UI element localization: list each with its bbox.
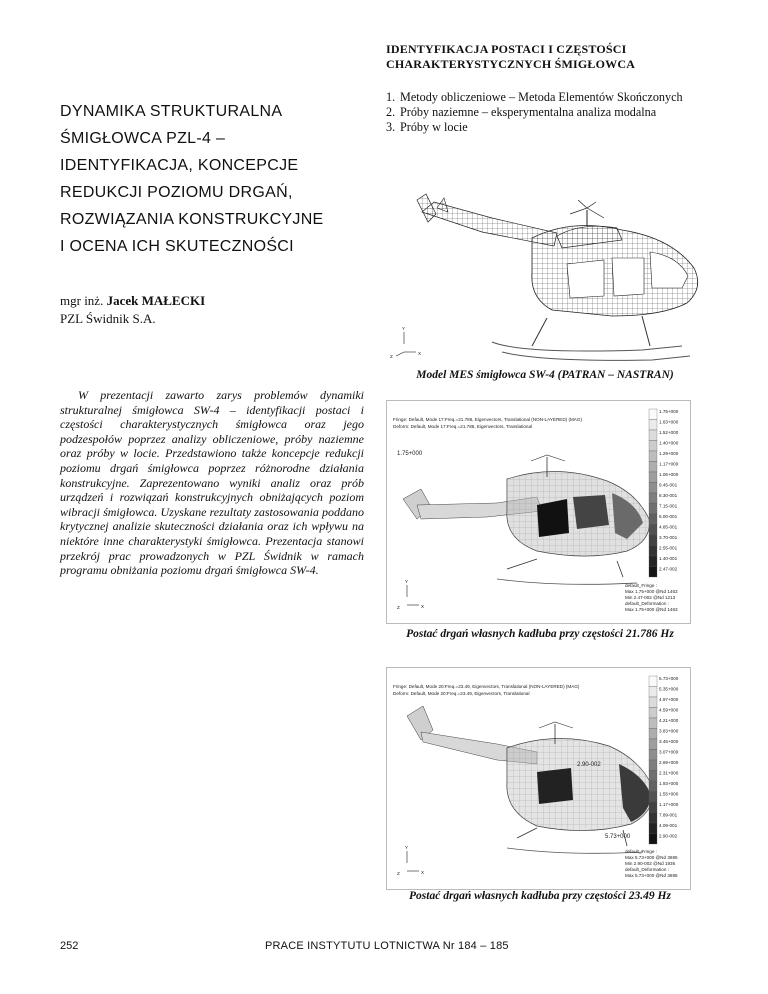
max-marker: 5.73+000 [605,834,631,840]
legend-swatch [649,750,657,761]
title-line: I OCENA ICH SKUTECZNOŚCI [60,238,294,255]
fe-model-figure [382,178,708,366]
svg-text:Max 1.75+000 @Nd 1463: Max 1.75+000 @Nd 1463 [625,607,678,612]
legend-label: 4.97+000 [659,697,679,702]
legend-notes [625,583,678,612]
legend-label: 2.47-002 [659,566,678,572]
legend-swatch [649,525,657,536]
title-line: DYNAMIKA STRUKTURALNA [60,103,283,120]
legend-notes [625,849,678,878]
author-name: Jacek MAŁECKI [106,293,206,308]
list-item: 2. Próby naziemne – eksperymentalna analiza modalna [386,105,657,119]
author-prefix: mgr inż. [60,293,104,308]
methods-list [386,90,706,135]
legend-label: 7.89-001 [659,812,678,818]
legend-swatch [649,697,657,708]
helicopter-wireframe-image [382,178,708,366]
svg-text:Max 5.73+000 @Nd 3695: Max 5.73+000 @Nd 3695 [625,855,678,860]
fringe-info: Fringe: Default, Mode 17:Freq.=21.786, Eigenvectors, Translational (NON-LAYERED) (MAG) [393,417,582,422]
legend-label: 1.40+000 [659,440,679,446]
svg-text:X: X [421,870,425,875]
svg-text:Max 1.75+000 @Nd 1463: Max 1.75+000 @Nd 1463 [625,589,678,594]
mode-shape-figure-1 [386,400,691,624]
list-item: 1. Metody obliczeniowe – Metoda Elementów Skończonych [386,90,683,104]
legend-swatch [649,493,657,504]
legend-label: 3.45+000 [659,739,679,744]
legend-swatch [649,823,657,834]
legend-label: 7.15-001 [659,503,678,509]
legend-label: 1.52+000 [659,430,679,435]
svg-text:Min 2.90-002 @Nd 1936: Min 2.90-002 @Nd 1936 [625,861,676,866]
author-affiliation: PZL Świdnik S.A. [60,311,156,326]
fringe-legend [649,676,679,844]
legend-swatch [649,771,657,782]
legend-swatch [649,514,657,525]
legend-label: 3.70-001 [659,535,678,540]
svg-text:Y: Y [402,326,406,331]
legend-swatch [649,556,657,567]
legend-swatch [649,483,657,494]
legend-label: 4.59+000 [659,707,679,713]
max-marker: 1.75+000 [397,451,423,457]
legend-label: 3.83+000 [659,728,679,734]
title-line: ROZWIĄZANIA KONSTRUKCYJNE [60,211,324,228]
legend-swatch [649,708,657,719]
legend-label: 1.55+000 [659,791,679,797]
legend-swatch [649,420,657,431]
legend-swatch [649,687,657,698]
paper-title [60,98,360,260]
figure-caption: Postać drgań własnych kadłuba przy częstości 21.786 Hz [406,628,674,640]
legend-swatch [649,802,657,813]
helicopter-contour-image [403,455,649,584]
legend-label: 5.35+000 [659,686,679,692]
mode-shape-figure-2 [386,667,691,890]
legend-label: 4.85-001 [659,524,678,530]
abstract: W prezentacji zawarto zarys problemów dynamiki strukturalnej śmigłowca SW-4 – identyfikacji postaci i częstości charakterystycznych śmigłowca oraz jego podzespołów poprzez analizy obliczeniowe, próby naziemne oraz próby w locie. Przedstawiono także koncepcje redukcji poziomu drgań śmigłowca poprzez różnorodne działania konstrukcyjne. Zaprezentowano wyniki analiz oraz prób urządzeń i rozwiązań konstrukcyjnych obniżających poziom wibracji śmigłowca. Uzyskane rezultaty zastosowania poddano krytycznej analizie skuteczności działania oraz ich wpływu na niektóre inne charakterystyki śmigłowca. Prezentacja stanowi przekrój prac prowadzonych w PZL Świdnik w ramach programu obniżania poziomu drgań śmigłowca SW-4. [60,388,364,578]
helicopter-contour-image [407,706,653,853]
svg-text:X: X [418,351,422,356]
legend-swatch [649,504,657,515]
svg-text:Z: Z [397,871,400,876]
legend-label: 3.07+000 [659,749,679,755]
page-number: 252 [60,940,79,952]
legend-label: 1.06+000 [659,472,679,477]
axes-triad [397,579,424,610]
legend-label: 2.69+000 [659,760,679,765]
title-line: REDUKCJI POZIOMU DRGAŃ, [60,184,293,201]
axes-triad [397,845,424,876]
legend-swatch [649,409,657,420]
legend-label: 1.17+000 [659,802,679,807]
legend-swatch [649,567,657,578]
legend-swatch [649,441,657,452]
legend-label: 1.40-001 [659,556,678,561]
legend-label: 8.30-001 [659,493,678,498]
legend-swatch [649,535,657,546]
legend-swatch [649,546,657,557]
legend-label: 1.75+000 [659,409,679,414]
svg-text:Min 2.47-002 @Nd 1213: Min 2.47-002 @Nd 1213 [625,595,676,600]
legend-swatch [649,760,657,771]
legend-swatch [649,792,657,803]
legend-swatch [649,813,657,824]
legend-label: 1.29+000 [659,451,679,456]
legend-label: 4.09-001 [659,823,678,828]
legend-label: 2.55-001 [659,545,678,551]
deform-info: Deform: Default, Mode 20:Freq.=23.49, Eigenvectors, Translational [393,691,530,696]
legend-swatch [649,676,657,687]
author-block [60,292,205,328]
legend-swatch [649,451,657,462]
legend-label: 4.21+000 [659,718,679,723]
legend-label: 5.73+000 [659,676,679,681]
legend-swatch [649,462,657,473]
svg-text:Max 5.73+000 @Nd 3695: Max 5.73+000 @Nd 3695 [625,873,678,878]
legend-label: 1.93+000 [659,781,679,786]
svg-text:X: X [421,604,425,609]
legend-label: 1.63+000 [659,419,679,425]
legend-label: 2.90-002 [659,833,678,839]
figure-caption: Model MES śmigłowca SW-4 (PATRAN – NASTRAN) [416,369,674,381]
legend-swatch [649,729,657,740]
section-heading: IDENTYFIKACJA POSTACI I CZĘSTOŚCI CHARAKTERYSTYCZNYCH ŚMIGŁOWCA [386,42,636,71]
svg-text:default_Deformation :: default_Deformation : [625,601,669,606]
fringe-legend [649,409,679,577]
title-line: IDENTYFIKACJA, KONCEPCJE [60,157,299,174]
svg-text:Z: Z [397,605,400,610]
axes-triad [390,326,421,359]
legend-swatch [649,739,657,750]
fringe-info: Fringe: Default, Mode 20:Freq.=23.49, Eigenvectors, Translational (NON-LAYERED) (MAG) [393,684,580,689]
title-line: ŚMIGŁOWCA PZL-4 – [60,130,226,147]
legend-label: 6.00-001 [659,514,678,519]
svg-text:default_Deformation :: default_Deformation : [625,867,669,872]
svg-text:Y: Y [405,845,409,850]
legend-label: 1.17+000 [659,461,679,467]
legend-label: 2.31+000 [659,770,679,776]
legend-label: 9.45-001 [659,482,678,488]
legend-swatch [649,472,657,483]
svg-text:default_Fringe :: default_Fringe : [625,583,657,588]
svg-text:Z: Z [390,354,393,359]
legend-swatch [649,430,657,441]
legend-swatch [649,834,657,845]
figure-caption: Postać drgań własnych kadłuba przy częstości 23.49 Hz [409,890,671,902]
legend-swatch [649,781,657,792]
svg-text:Y: Y [405,579,409,584]
list-item: 3. Próby w locie [386,120,468,134]
legend-swatch [649,718,657,729]
deform-info: Deform: Default, Mode 17:Freq.=21.786, Eigenvectors, Translational [393,424,533,429]
min-marker: 2.90-002 [577,762,601,768]
svg-text:default_Fringe :: default_Fringe : [625,849,657,854]
journal-footer: PRACE INSTYTUTU LOTNICTWA Nr 184 – 185 [265,940,509,952]
